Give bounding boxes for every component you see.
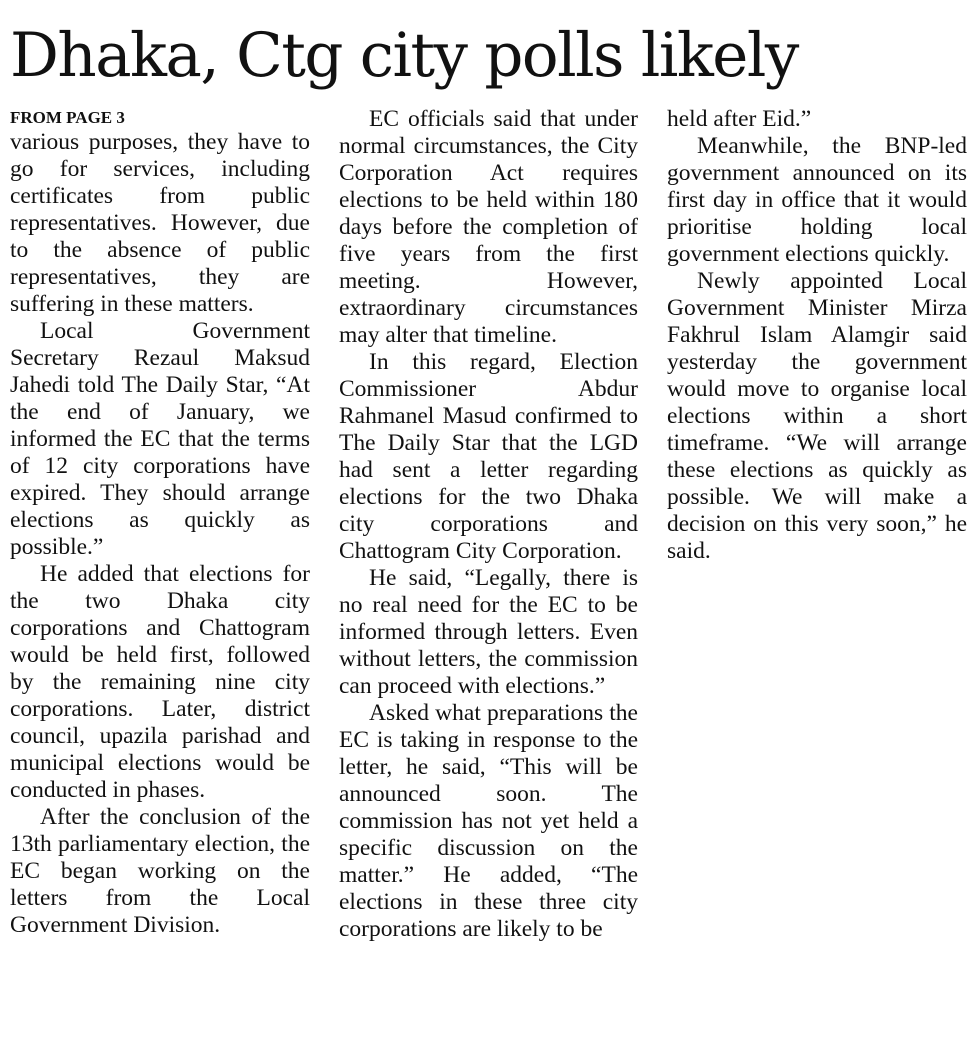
paragraph: Meanwhile, the BNP-led government announced on its first day in office that it would prioritise holding local government elections quickly. [667,133,967,267]
paragraph: After the conclusion of the 13th parliamentary election, the EC began working on the letters from the Local Government Division. [10,804,310,938]
paragraph: Newly appointed Local Government Minister Mirza Fakhrul Islam Alamgir said yesterday the government would move to organise local elections within a short timeframe. “We will arrange these elections as quickly as possible. We will make a decision on this very soon,” he said. [667,268,967,564]
article-column-3 [667,106,967,565]
continuation-kicker: FROM PAGE 3 [10,108,125,127]
paragraph: held after Eid.” [667,106,812,132]
paragraph: He said, “Legally, there is no real need for the EC to be informed through letters. Even without letters, the commission can proceed with elections.” [339,565,638,699]
paragraph: In this regard, Election Commissioner Abdur Rahmanel Masud confirmed to The Daily Star that the LGD had sent a letter regarding elections for the two Dhaka city corporations and Chattogram City Corporation. [339,349,638,564]
paragraph: He added that elections for the two Dhaka city corporations and Chattogram would be held first, followed by the remaining nine city corporations. Later, district council, upazila parishad and municipal elections would be conducted in phases. [10,561,310,803]
headline: Dhaka, Ctg city polls likely [10,20,798,91]
paragraph: Asked what preparations the EC is taking in response to the letter, he said, “This will be announced soon. The commission has not yet held a specific discussion on the matter.” He added, “The elections in these three city corporations are likely to be [339,700,638,942]
article-column-1 [10,129,310,939]
article-column-2 [339,106,638,943]
paragraph: various purposes, they have to go for services, including certificates from public representatives. However, due to the absence of public representatives, they are suffering in these matters. [10,129,310,317]
paragraph: Local Government Secretary Rezaul Maksud Jahedi told The Daily Star, “At the end of January, we informed the EC that the terms of 12 city corporations have expired. They should arrange elections as quickly as possible.” [10,318,310,560]
paragraph: EC officials said that under normal circumstances, the City Corporation Act requires elections to be held within 180 days before the completion of five years from the first meeting. However, extraordinary circumstances may alter that timeline. [339,106,638,348]
